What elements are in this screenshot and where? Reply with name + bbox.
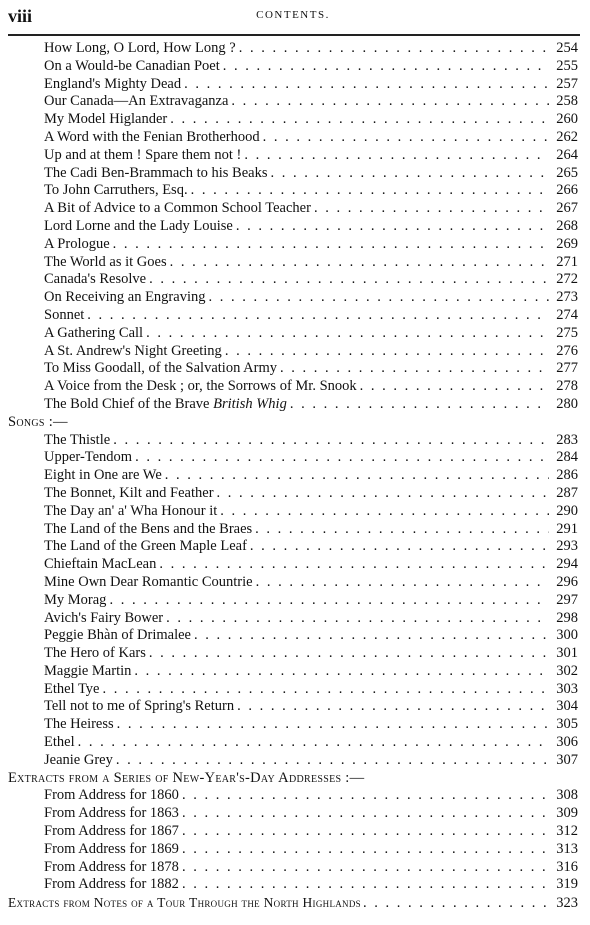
entry-page-number: 266 <box>556 182 578 199</box>
toc-entry <box>8 787 578 805</box>
entry-page-number: 271 <box>556 253 578 270</box>
dot-leader <box>182 876 549 894</box>
entry-title: Up and at them ! Spare them not ! <box>44 146 242 163</box>
entry-page-number: 309 <box>556 805 578 822</box>
entry-title: A St. Andrew's Night Greeting <box>44 342 222 359</box>
entry-page-number: 307 <box>556 751 578 768</box>
dot-leader <box>166 610 549 628</box>
toc-entry <box>8 734 578 752</box>
entry-title: A Bit of Advice to a Common School Teacher <box>44 200 311 217</box>
dot-leader <box>116 752 549 770</box>
dot-leader <box>182 787 549 805</box>
entry-page-number: 257 <box>556 75 578 92</box>
dot-leader <box>170 254 549 272</box>
toc-entry <box>8 111 578 129</box>
entry-page-number: 308 <box>556 787 578 804</box>
dot-leader <box>360 378 549 396</box>
dot-leader <box>182 823 549 841</box>
dot-leader <box>170 111 549 129</box>
entry-page-number: 298 <box>556 609 578 626</box>
toc-entry <box>8 805 578 823</box>
entry-page-number: 280 <box>556 395 578 412</box>
entry-page-number: 284 <box>556 449 578 466</box>
entry-page-number: 264 <box>556 146 578 163</box>
entry-title: The Bonnet, Kilt and Feather <box>44 484 214 501</box>
dot-leader <box>182 859 549 877</box>
entry-page-number: 265 <box>556 164 578 181</box>
entry-page-number: 306 <box>556 734 578 751</box>
dot-leader <box>314 200 549 218</box>
entry-page-number: 290 <box>556 502 578 519</box>
final-entry <box>8 894 578 912</box>
toc-entry <box>8 610 578 628</box>
toc-entry <box>8 182 578 200</box>
entry-title: The World as it Goes <box>44 253 167 270</box>
entry-title: From Address for 1863 <box>44 805 179 822</box>
toc-entry <box>8 40 578 58</box>
entry-title: Avich's Fairy Bower <box>44 609 164 626</box>
toc-entry <box>8 147 578 165</box>
toc-entry <box>8 467 578 485</box>
entry-title: The Heiress <box>44 716 114 733</box>
dot-leader <box>290 396 549 414</box>
dot-leader <box>159 556 549 574</box>
dot-leader <box>182 841 549 859</box>
dot-leader <box>225 343 549 361</box>
dot-leader <box>184 76 549 94</box>
entry-title: Tell not to me of Spring's Return <box>44 698 235 715</box>
entry-title: The Thistle <box>44 431 111 448</box>
entry-page-number: 296 <box>556 573 578 590</box>
entry-page-number: 267 <box>556 200 578 217</box>
entry-title: Eight in One are We <box>44 467 162 484</box>
entry-title: On a Would-be Canadian Poet <box>44 57 220 74</box>
entry-title: Lord Lorne and the Lady Louise <box>44 217 233 234</box>
entry-page-number: 278 <box>556 378 578 395</box>
dot-leader <box>113 432 549 450</box>
entry-page-number: 316 <box>556 858 578 875</box>
entry-title: Chieftain MacLean <box>44 556 157 573</box>
entry-page-number: 304 <box>556 698 578 715</box>
entry-page-number: 300 <box>556 627 578 644</box>
entry-title: From Address for 1878 <box>44 858 179 875</box>
songs-group <box>8 432 578 770</box>
toc-entry <box>8 485 578 503</box>
entry-title: Ethel <box>44 734 75 751</box>
dot-leader <box>256 574 549 592</box>
dot-leader <box>236 218 549 236</box>
page-header <box>8 6 578 30</box>
toc-entry <box>8 432 578 450</box>
toc-entry <box>8 378 578 396</box>
toc-entry <box>8 681 578 699</box>
entry-title: The Land of the Green Maple Leaf <box>44 538 247 555</box>
entry-page-number: 274 <box>556 306 578 323</box>
entry-page-number: 287 <box>556 484 578 501</box>
dot-leader <box>263 129 549 147</box>
entry-title: Sonnet <box>44 306 85 323</box>
entry-page-number: 275 <box>556 324 578 341</box>
dot-leader <box>208 289 549 307</box>
entry-title: To Miss Goodall, of the Salvation Army <box>44 360 277 377</box>
final-entry-title: Extracts from Notes of a Tour Through the North Highlands <box>8 895 361 911</box>
dot-leader <box>182 805 549 823</box>
entry-title: From Address for 1882 <box>44 876 179 893</box>
dot-leader <box>109 592 549 610</box>
entry-page-number: 291 <box>556 520 578 537</box>
entry-title: From Address for 1860 <box>44 787 179 804</box>
toc-entry <box>8 289 578 307</box>
toc-entry <box>8 200 578 218</box>
toc-entry <box>8 325 578 343</box>
toc-entry <box>8 307 578 325</box>
dot-leader <box>117 716 549 734</box>
running-title: CONTENTS. <box>256 9 330 21</box>
entry-title: From Address for 1867 <box>44 823 179 840</box>
entry-title: Our Canada—An Extravaganza <box>44 93 229 110</box>
entry-title: Peggie Bhàn of Drimalee <box>44 627 191 644</box>
entry-title: From Address for 1869 <box>44 840 179 857</box>
entry-page-number: 268 <box>556 217 578 234</box>
entry-page-number: 269 <box>556 235 578 252</box>
dot-leader <box>134 663 549 681</box>
entry-title: A Word with the Fenian Brotherhood <box>44 128 260 145</box>
entry-title: My Morag <box>44 591 107 608</box>
toc-entry <box>8 129 578 147</box>
entry-page-number: 254 <box>556 40 578 56</box>
entry-title: Mine Own Dear Romantic Countrie <box>44 573 253 590</box>
entry-page-number: 260 <box>556 111 578 128</box>
extracts-heading: Extracts from a Series of New-Year's-Day Addresses :— <box>8 769 365 786</box>
dot-leader <box>103 681 550 699</box>
toc-entry <box>8 343 578 361</box>
entry-title: The Day an' a' Wha Honour it <box>44 502 218 519</box>
table-of-contents <box>8 40 578 912</box>
entry-title: Jeanie Grey <box>44 751 113 768</box>
entry-page-number: 272 <box>556 271 578 288</box>
dot-leader <box>135 449 549 467</box>
entry-title: On Receiving an Engraving <box>44 289 206 306</box>
toc-entry <box>8 645 578 663</box>
toc-entry <box>8 449 578 467</box>
toc-entry <box>8 165 578 183</box>
entry-title: A Gathering Call <box>44 324 144 341</box>
dot-leader <box>363 895 550 913</box>
entry-title: To John Carruthers, Esq. <box>44 182 188 199</box>
songs-heading-row <box>8 414 578 432</box>
entry-page-number: 255 <box>556 57 578 74</box>
toc-entry <box>8 521 578 539</box>
entry-page-number: 293 <box>556 538 578 555</box>
dot-leader <box>239 40 549 58</box>
entry-title: How Long, O Lord, How Long ? <box>44 40 236 56</box>
toc-entry <box>8 538 578 556</box>
entry-page-number: 258 <box>556 93 578 110</box>
toc-entry <box>8 841 578 859</box>
addresses-group <box>8 787 578 894</box>
toc-entry <box>8 556 578 574</box>
entry-title: Upper-Tendom <box>44 449 133 466</box>
entry-page-number: 313 <box>556 840 578 857</box>
dot-leader <box>78 734 549 752</box>
page-number: viii <box>8 6 33 26</box>
dot-leader <box>250 538 549 556</box>
entry-title: The Hero of Kars <box>44 645 146 662</box>
toc-entry <box>8 752 578 770</box>
dot-leader <box>149 271 549 289</box>
dot-leader <box>149 645 549 663</box>
toc-entry <box>8 236 578 254</box>
entry-page-number: 319 <box>556 876 578 893</box>
entry-page-number: 303 <box>556 680 578 697</box>
entry-page-number: 283 <box>556 431 578 448</box>
dot-leader <box>223 58 549 76</box>
entry-page-number: 297 <box>556 591 578 608</box>
dot-leader <box>271 165 550 183</box>
entry-page-number: 286 <box>556 467 578 484</box>
entry-title: The Land of the Bens and the Braes <box>44 520 253 537</box>
entry-page-number: 312 <box>556 823 578 840</box>
entry-page-number: 302 <box>556 662 578 679</box>
extracts-heading-row <box>8 770 578 788</box>
dot-leader <box>220 503 549 521</box>
toc-entry <box>8 823 578 841</box>
entry-page-number: 294 <box>556 556 578 573</box>
entry-page-number: 276 <box>556 342 578 359</box>
toc-entry <box>8 574 578 592</box>
dot-leader <box>165 467 549 485</box>
dot-leader <box>113 236 549 254</box>
dot-leader <box>146 325 549 343</box>
toc-entry <box>8 876 578 894</box>
dot-leader <box>231 93 549 111</box>
entry-title: My Model Higlander <box>44 111 168 128</box>
dot-leader <box>244 147 549 165</box>
toc-entry <box>8 254 578 272</box>
dot-leader <box>280 360 549 378</box>
toc-entry <box>8 503 578 521</box>
toc-entry <box>8 592 578 610</box>
entry-title: A Voice from the Desk ; or, the Sorrows of Mr. Snook <box>44 378 357 395</box>
toc-entry <box>8 76 578 94</box>
dot-leader <box>217 485 549 503</box>
entry-page-number: 273 <box>556 289 578 306</box>
songs-heading: Songs :— <box>8 413 68 430</box>
toc-entry <box>8 58 578 76</box>
entry-page-number: 301 <box>556 645 578 662</box>
header-rule <box>8 34 580 36</box>
entry-title: The Cadi Ben-Brammach to his Beaks <box>44 164 268 181</box>
entry-title: The Bold Chief of the Brave British Whig <box>44 395 287 412</box>
entry-title-italic: British Whig <box>213 395 287 412</box>
entry-title: Maggie Martin <box>44 662 132 679</box>
entry-title: Ethel Tye <box>44 680 100 697</box>
toc-entry <box>8 663 578 681</box>
dot-leader <box>255 521 549 539</box>
toc-entry <box>8 396 578 414</box>
dot-leader <box>237 698 549 716</box>
entry-title: Canada's Resolve <box>44 271 147 288</box>
entry-page-number: 277 <box>556 360 578 377</box>
entry-page-number: 305 <box>556 716 578 733</box>
toc-entry <box>8 627 578 645</box>
toc-entry <box>8 859 578 877</box>
toc-entry <box>8 716 578 734</box>
toc-entry <box>8 218 578 236</box>
toc-entry <box>8 360 578 378</box>
dot-leader <box>87 307 549 325</box>
dot-leader <box>194 627 549 645</box>
entries-group <box>8 40 578 396</box>
toc-entry <box>8 93 578 111</box>
entry-page-number: 262 <box>556 128 578 145</box>
entry-title: England's Mighty Dead <box>44 75 182 92</box>
dot-leader <box>191 182 549 200</box>
entry-title: A Prologue <box>44 235 110 252</box>
final-entry-page-number: 323 <box>556 895 578 912</box>
toc-entry <box>8 271 578 289</box>
toc-entry <box>8 698 578 716</box>
